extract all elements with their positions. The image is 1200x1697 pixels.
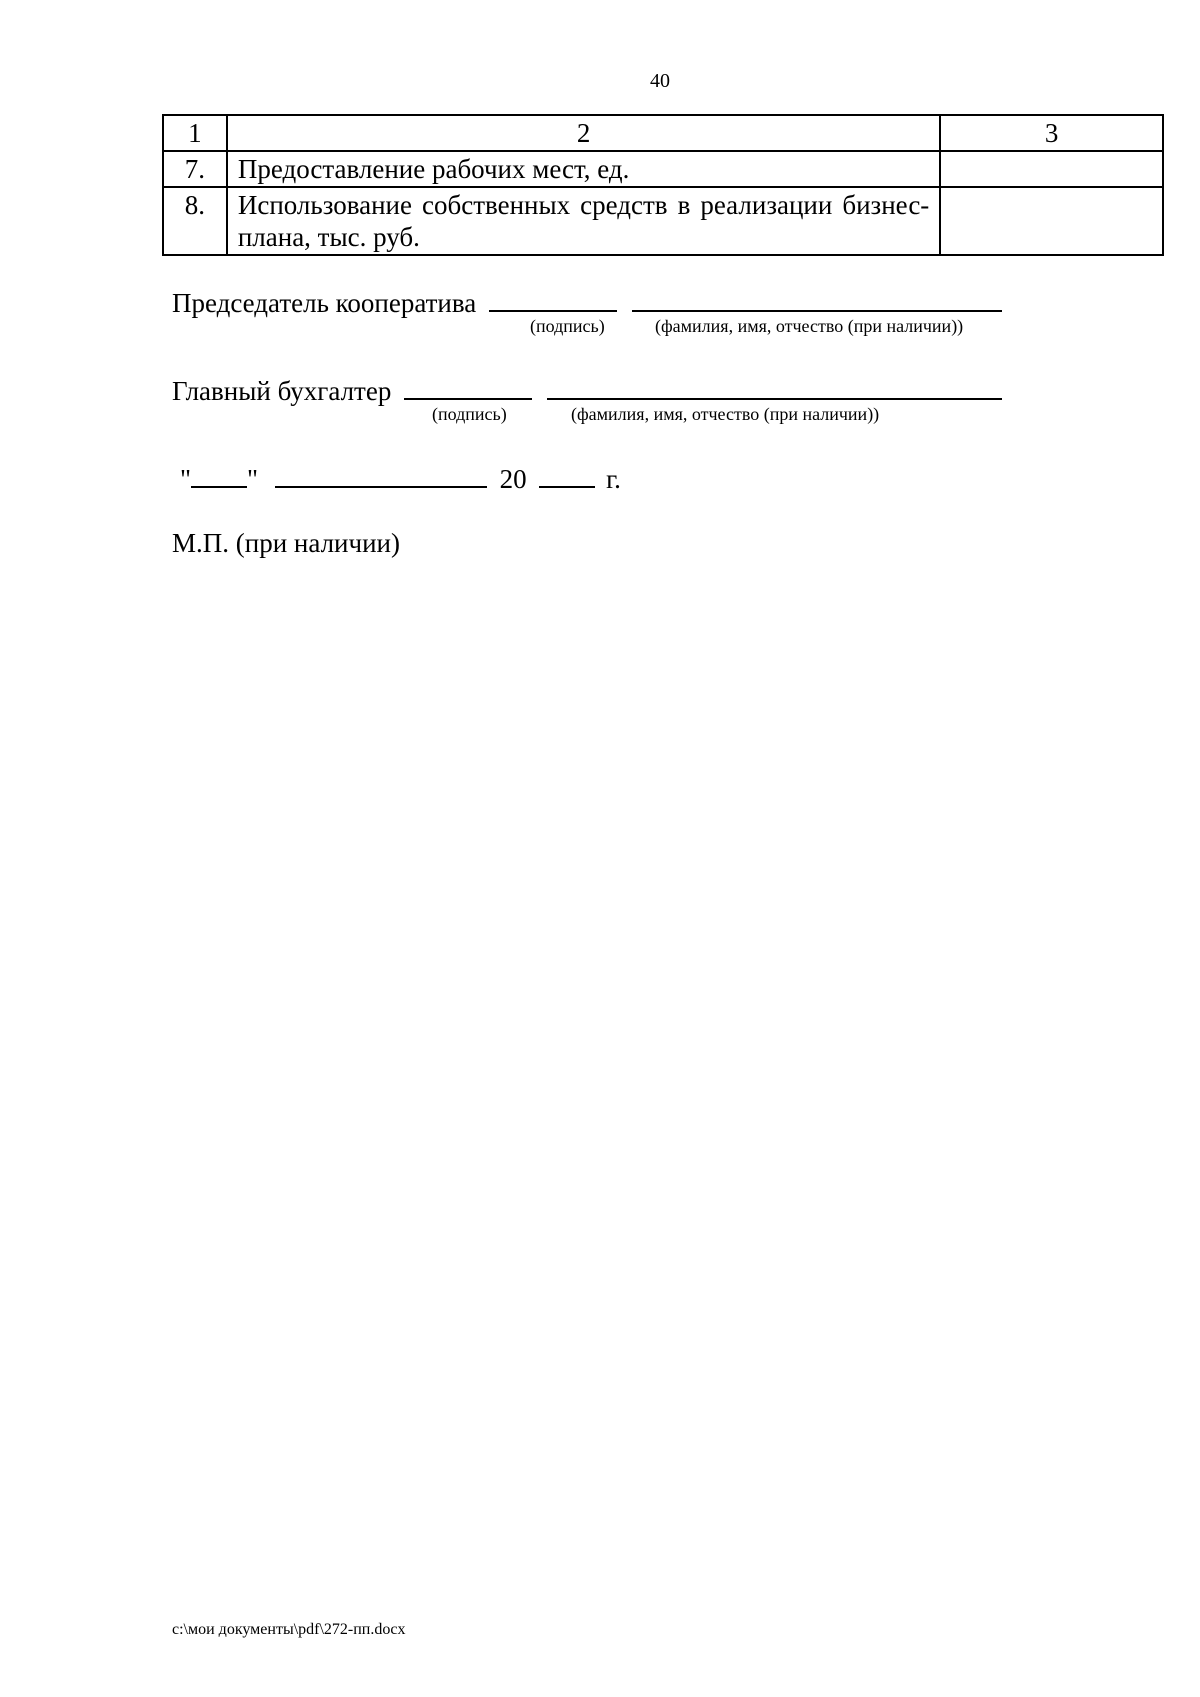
date-open-quote: "	[180, 464, 192, 494]
date-line	[180, 460, 621, 495]
chairman-signature-line	[489, 284, 617, 312]
chairman-signature-row	[172, 284, 1002, 319]
chairman-label: Председатель кооператива	[172, 288, 477, 318]
accountant-name-line	[547, 372, 1002, 400]
chairman-name-caption: (фамилия, имя, отчество (при наличии))	[655, 316, 964, 336]
footer-file-path: c:\мои документы\pdf\272-пп.docx	[172, 1621, 406, 1638]
date-close-quote: "	[247, 464, 259, 494]
accountant-label: Главный бухгалтер	[172, 376, 392, 406]
accountant-signature-caption: (подпись)	[432, 404, 507, 424]
row-number: 7.	[163, 151, 227, 187]
stamp-note: М.П. (при наличии)	[172, 528, 400, 558]
chairman-name-line	[632, 284, 1002, 312]
row-value	[940, 187, 1163, 255]
table-header-row	[163, 115, 1163, 151]
date-century: 20	[499, 464, 527, 494]
month-line	[275, 460, 487, 488]
row-number: 8.	[163, 187, 227, 255]
day-line	[191, 460, 247, 488]
table-row	[163, 187, 1163, 255]
row-name: Использование собственных средств в реализации бизнес-плана, тыс. руб.	[227, 187, 940, 255]
table-row	[163, 151, 1163, 187]
accountant-signature-line	[404, 372, 532, 400]
accountant-name-caption: (фамилия, имя, отчество (при наличии))	[571, 404, 880, 424]
year-line	[539, 460, 595, 488]
row-name: Предоставление рабочих мест, ед.	[227, 151, 940, 187]
header-cell-3: 3	[940, 115, 1163, 151]
page-number: 40	[650, 70, 670, 92]
chairman-signature-caption: (подпись)	[530, 316, 605, 336]
header-cell-2: 2	[227, 115, 940, 151]
date-year-suffix: г.	[606, 464, 621, 494]
accountant-signature-row	[172, 372, 1002, 407]
header-cell-1: 1	[163, 115, 227, 151]
indicators-table	[162, 114, 1164, 256]
row-value	[940, 151, 1163, 187]
